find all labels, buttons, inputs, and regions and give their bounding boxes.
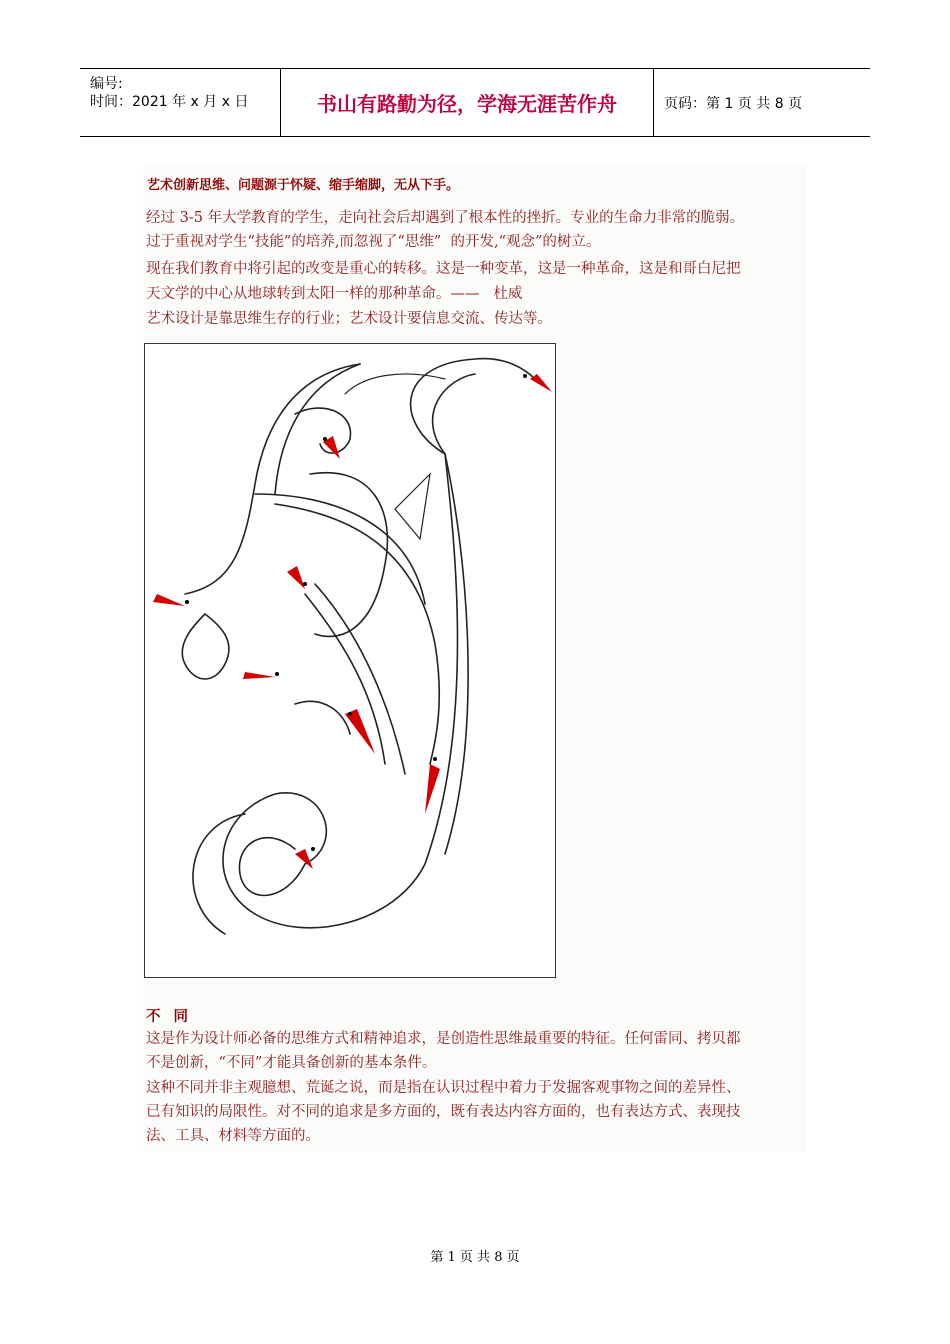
swan-drawing [145,344,555,977]
article-heading: 艺术创新思维、问题源于怀疑、缩手缩脚，无从下手。 [147,178,460,193]
beak-icon [153,594,185,606]
page-label: 页码：第 1 页 共 8 页 [664,95,803,112]
content-block [143,166,806,1152]
section-paragraph-line: 这种不同并非主观臆想、荒诞之说，而是指在认识过程中着力于发掘客观事物之间的差异性、 [146,1080,741,1096]
section-paragraph-line: 不是创新，“不同”才能具备创新的基本条件。 [146,1055,437,1071]
header-page-cell [654,69,870,136]
number-label: 编号: [90,76,123,92]
section-paragraph-line: 这是作为设计师必备的思维方式和精神追求，是创造性思维最重要的特征。任何雷同、拷贝都 [146,1031,741,1047]
section-paragraph-line: 法、工具、材料等方面的。 [146,1128,320,1144]
paragraph-line: 天文学的中心从地球转到太阳一样的那种革命。—— 杜威 [146,286,523,302]
section-title: 不 同 [146,1008,193,1025]
swan-illustration [144,343,556,978]
beak-icon [287,566,305,589]
header-table [80,68,870,137]
section-paragraph-line: 已有知识的局限性。对不同的追求是多方面的，既有表达内容方面的，也有表达方式、表现技 [146,1104,741,1120]
time-label: 时间：2021 年 x 月 x 日 [90,94,249,110]
beak-icon [530,374,552,392]
beak-icon [425,764,440,814]
motto: 书山有路勤为径，学海无涯苦作舟 [281,69,654,136]
paragraph-line: 经过 3-5 年大学教育的学生，走向社会后却遇到了根本性的挫折。专业的生命力非常的脆弱。 [146,210,745,226]
header-meta-cell [80,69,281,136]
beak-icon [243,672,275,679]
paragraph-line: 过于重视对学生“技能”的培养,而忽视了“思维” 的开发,“观念”的树立。 [146,234,601,250]
beak-group [153,374,552,869]
paragraph-line: 现在我们教育中将引起的改变是重心的转移。这是一种变革，这是一种革命，这是和哥白尼把 [146,261,741,277]
page-footer: 第 1 页 共 8 页 [430,1250,520,1265]
paragraph-line: 艺术设计是靠思维生存的行业；艺术设计要信息交流、传达等。 [146,311,552,327]
